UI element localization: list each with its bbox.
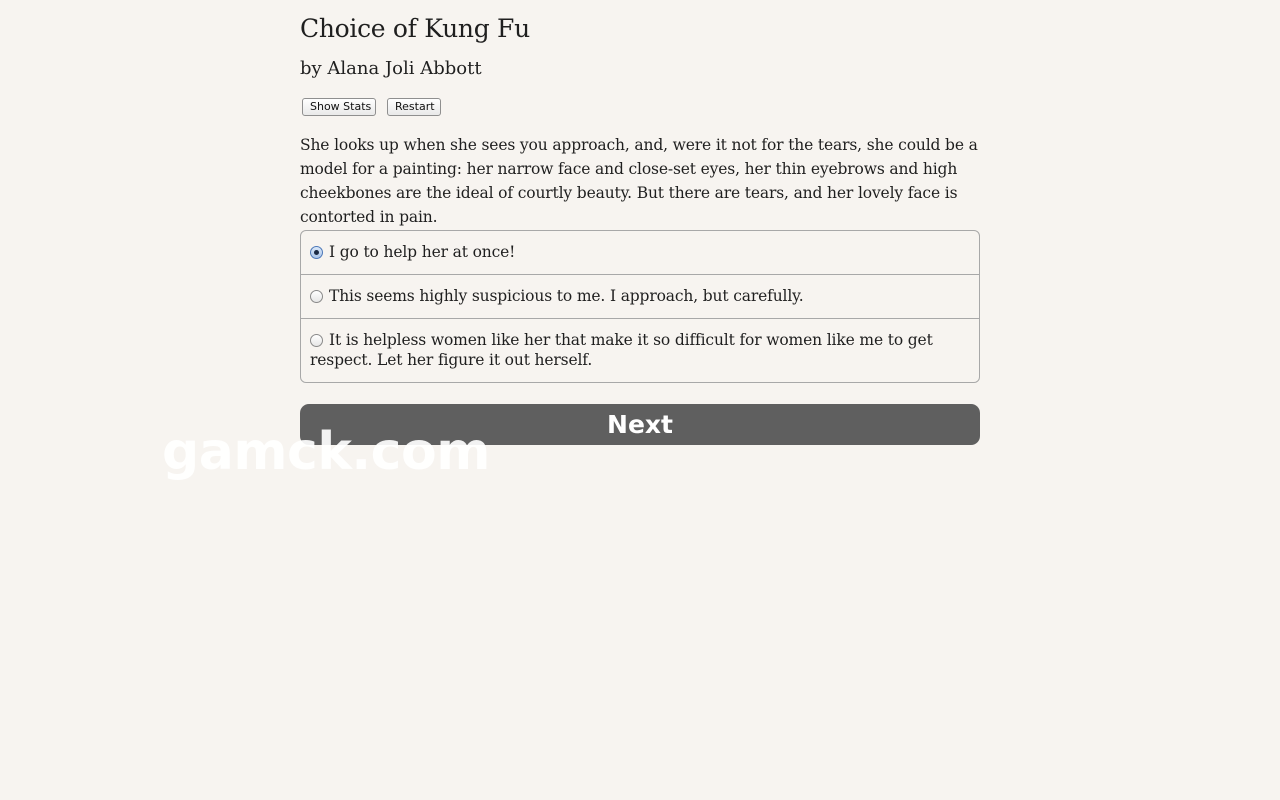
game-author: by Alana Joli Abbott (300, 58, 482, 79)
choice-option-suspicious[interactable] (301, 275, 979, 319)
radio-button[interactable] (310, 334, 323, 347)
choice-list (300, 230, 980, 383)
watermark-text: gamck.com (162, 422, 490, 482)
choice-label: It is helpless women like her that make it so difficult for women like me to get respect. Let her figure it out herself. (310, 331, 933, 369)
restart-button[interactable]: Restart (387, 98, 441, 116)
radio-button[interactable] (310, 290, 323, 303)
choice-label: I go to help her at once! (329, 243, 516, 261)
story-passage: She looks up when she sees you approach, and, were it not for the tears, she could be a model for a painting: her narrow face and close-set eyes, her thin eyebrows and high cheekbones are the ideal of courtly beauty. But there are tears, and her lovely face is contorted in pain. (300, 136, 978, 226)
next-button[interactable]: Next (300, 404, 980, 445)
show-stats-button[interactable]: Show Stats (302, 98, 376, 116)
radio-button-selected[interactable] (310, 246, 323, 259)
choice-option-ignore[interactable] (301, 319, 979, 382)
game-title: Choice of Kung Fu (300, 14, 530, 43)
choice-label: This seems highly suspicious to me. I approach, but carefully. (329, 287, 804, 305)
choice-option-help[interactable] (301, 231, 979, 275)
